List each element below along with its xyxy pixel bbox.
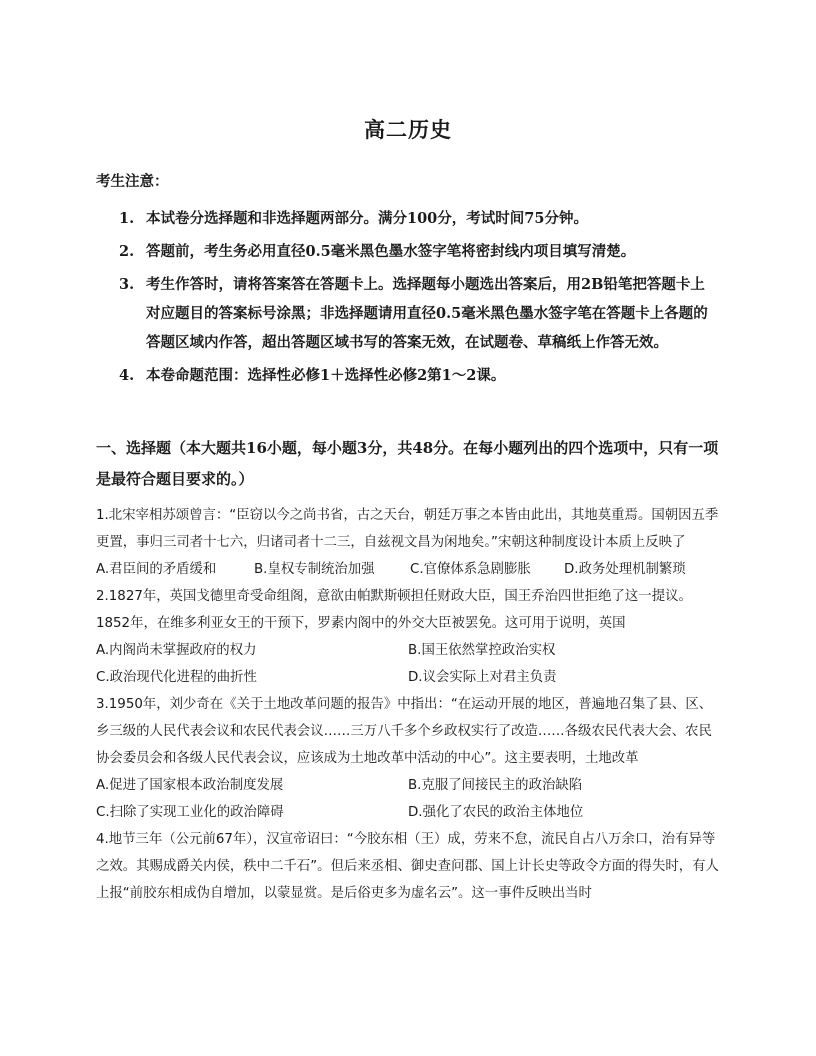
option-b: B.皇权专制统治加强: [254, 562, 375, 577]
exam-title: 高二历史: [364, 117, 452, 142]
question-options: [96, 637, 722, 664]
option-d: D.议会实际上对君主负责: [408, 670, 557, 685]
question-stem: 2.1827年，英国戈德里奇受命组阁，意欲由帕默斯顿担任财政大臣，国王乔治四世拒绝了这一提议。1852年，在维多利亚女王的干预下，罗素内阁中的外交大臣被罢免。这可用于说明，英国: [96, 589, 692, 631]
option-a: A.内阁尚未掌握政府的权力: [96, 643, 257, 658]
question-stem: 3.1950年，刘少奇在《关于土地改革问题的报告》中指出：“在运动开展的地区，普遍地召集了县、区、乡三级的人民代表会议和农民代表会议……三万八千多个乡政权实行了改造……各级农民代表大会、农民协会委员会和各级人民代表会议，应该成为土地改革中活动的中心”。这主要表明，土地改革: [96, 697, 713, 766]
option-b: B.克服了间接民主的政治缺陷: [408, 778, 583, 793]
option-a: A.促进了国家根本政治制度发展: [96, 778, 284, 793]
option-a: A.君臣间的矛盾缓和: [96, 562, 217, 577]
question-options: [96, 799, 722, 826]
option-c: C.官僚体系急剧膨胀: [410, 562, 531, 577]
option-c: C.扫除了实现工业化的政治障碍: [96, 805, 284, 820]
notice-number: 2.: [119, 243, 135, 260]
option-c: C.政治现代化进程的曲折性: [96, 670, 257, 685]
notice-number: 1.: [119, 210, 135, 227]
option-d: D.强化了农民的政治主体地位: [408, 805, 584, 820]
question-3: [96, 691, 722, 826]
question-list: [96, 502, 722, 907]
notice-item: [119, 204, 719, 233]
notice-list: [119, 204, 719, 394]
notice-number: 4.: [119, 367, 135, 384]
notice-text: 本试卷分选择题和非选择题两部分。满分100分，考试时间75分钟。: [146, 210, 588, 227]
option-b: B.国王依然掌控政治实权: [408, 643, 556, 658]
question-2: [96, 583, 722, 691]
notice-text: 答题前，考生务必用直径0.5毫米黑色墨水签字笔将密封线内项目填写清楚。: [146, 243, 636, 260]
question-stem: 4.地节三年（公元前67年），汉宣帝诏曰：“今胶东相（王）成，劳来不怠，流民自占八万余口，治有异等之效。其赐成爵关内侯，秩中二千石”。但后来丞相、御史查问郡、国上计长史等政令方面的得失时，有人上报“前胶东相成伪自增加，以蒙显赏。是后俗吏多为虚名云”。这一事件反映出当时: [96, 832, 719, 901]
notice-number: 3.: [119, 276, 135, 293]
question-options: [96, 664, 722, 691]
question-1: [96, 502, 722, 583]
question-options: [96, 556, 722, 583]
option-d: D.政务处理机制繁琐: [564, 562, 686, 577]
question-stem: 1.北宋宰相苏颂曾言：“臣窃以今之尚书省，古之天台，朝廷万事之本皆由此出，其地莫重焉。国朝因五季更置，事归三司者十七六，归诸司者十二三，自兹视文昌为闲地矣。”宋朝这种制度设计本质上反映了: [96, 508, 719, 550]
notice-item: [119, 270, 719, 357]
question-4: [96, 826, 722, 907]
notice-item: [119, 361, 719, 390]
notice-item: [119, 237, 719, 266]
notice-text: 考生作答时，请将答案答在答题卡上。选择题每小题选出答案后，用2B铅笔把答题卡上对应题目的答案标号涂黑；非选择题请用直径0.5毫米黑色墨水签字笔在答题卡上各题的答题区域内作答，超出答题区域书写的答案无效，在试题卷、草稿纸上作答无效。: [146, 276, 708, 351]
question-options: [96, 772, 722, 799]
notice-text: 本卷命题范围：选择性必修1＋选择性必修2第1～2课。: [146, 367, 506, 384]
section-heading: 一、选择题（本大题共16小题，每小题3分，共48分。在每小题列出的四个选项中，只有一项是最符合题目要求的。）: [96, 439, 719, 488]
notice-heading: 考生注意：: [96, 173, 169, 190]
